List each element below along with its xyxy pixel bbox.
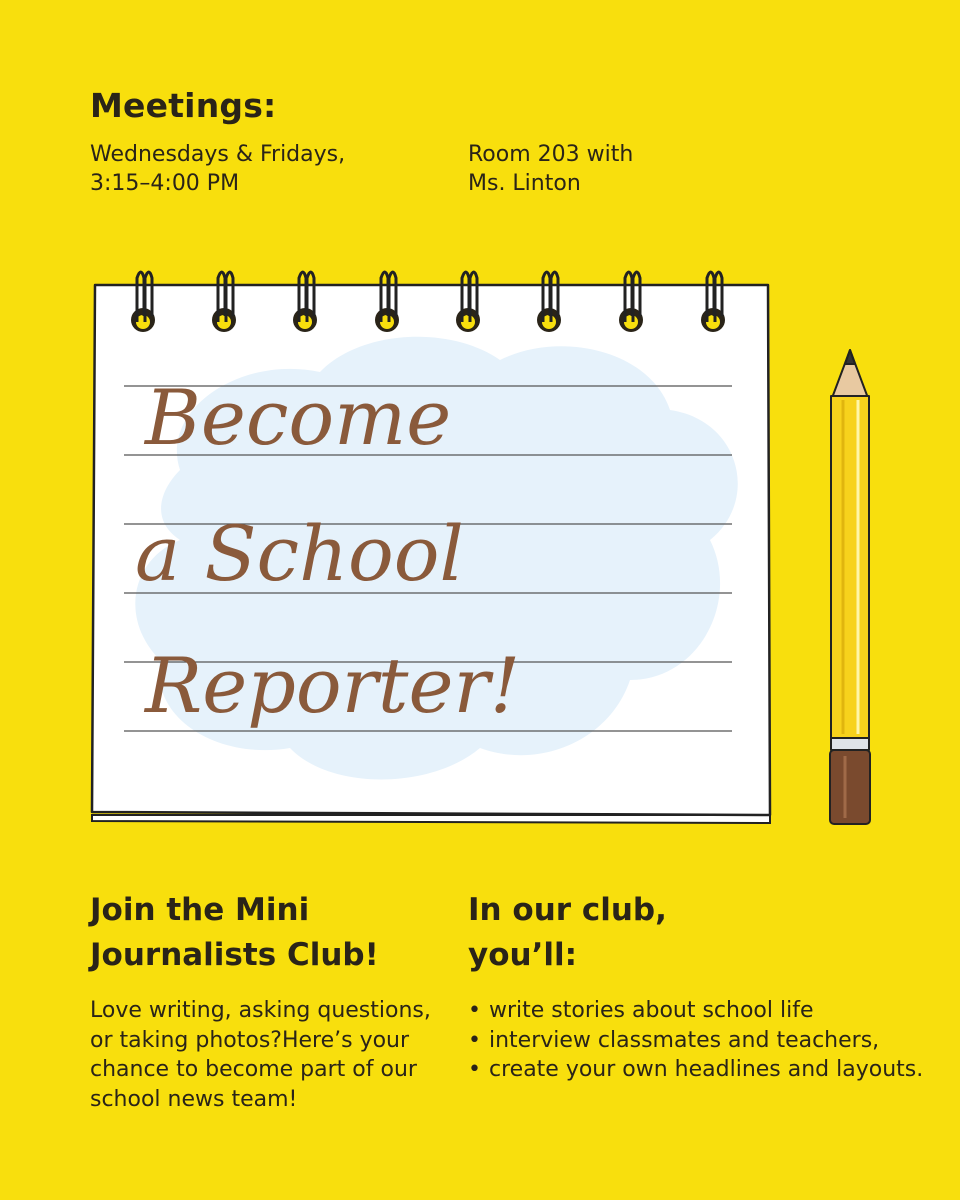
club-activities-list <box>468 996 928 1085</box>
club-title: In our club, you’ll: <box>468 892 667 973</box>
join-title: Join the Mini Journalists Club! <box>90 892 379 973</box>
pencil-illustration <box>830 350 870 824</box>
list-item: • write stories about school life <box>468 996 928 1026</box>
join-description: Love writing, asking questions, or taking photos?Here’s your chance to become part of our school news team! <box>90 998 431 1112</box>
headline-line-1: Become <box>145 373 452 462</box>
list-item: • create your own headlines and layouts. <box>468 1055 928 1085</box>
meeting-location: Room 203 with Ms. Linton <box>468 142 634 196</box>
meeting-schedule: Wednesdays & Fridays, 3:15–4:00 PM <box>90 142 346 196</box>
headline-line-2: a School <box>135 509 464 598</box>
meetings-title: Meetings: <box>90 86 277 125</box>
list-item: • interview classmates and teachers, <box>468 1026 928 1056</box>
headline-line-3: Reporter! <box>145 641 521 730</box>
